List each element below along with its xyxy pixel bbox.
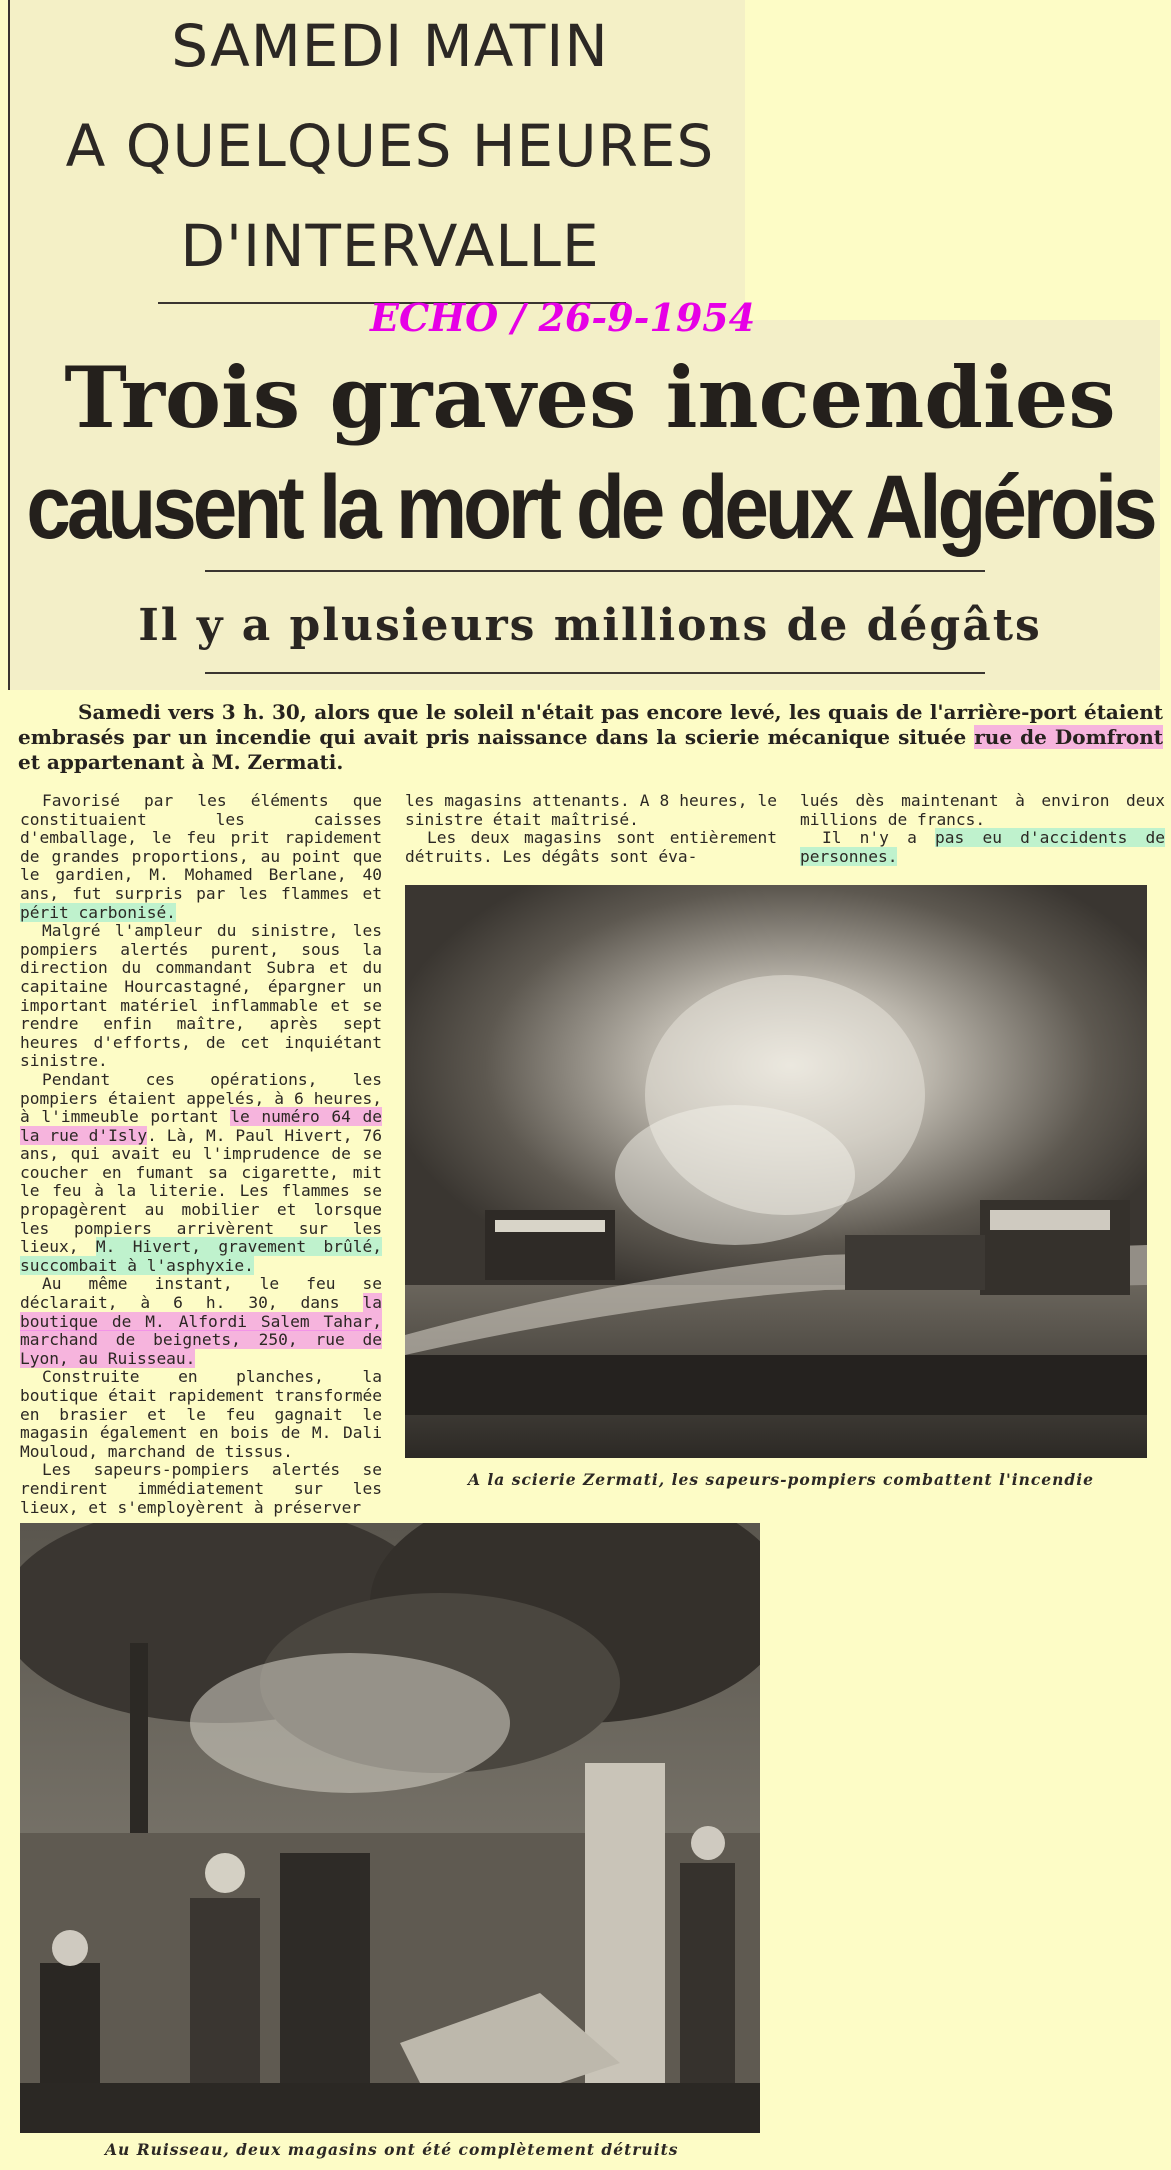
col1-p4-highlight: la boutique de M. Alfordi Salem Tahar, marchand de beignets, 250, rue de Lyon, au Ruisseau. — [20, 1293, 382, 1368]
col1-p3-highlight-victim: M. Hivert, gravement brûlé, succombait à l'asphyxie. — [20, 1237, 382, 1275]
col2-paragraph-2: Les deux magasins sont entièrement détruits. Les dégâts sont éva- — [405, 828, 777, 866]
article-column-1 — [20, 792, 382, 1517]
photo-sawmill-fire — [405, 885, 1147, 1458]
article-column-3 — [800, 792, 1165, 866]
sawmill-fire-image — [405, 885, 1147, 1458]
col3-paragraph-1: lués dès maintenant à environ deux millions de francs. — [800, 791, 1165, 829]
lead-text: Samedi vers 3 h. 30, alors que le soleil n'était pas encore levé, les quais de l'arrière-port étaient embrasés par un incendie qui avait pris naissance dans la scierie mécanique située — [18, 700, 1163, 749]
col3-p2-highlight: pas eu d'accidents de personnes. — [800, 828, 1165, 866]
col1-p3-text: Pendant ces opérations, les pompiers étaient appelés, à 6 heures, à l'immeuble portant — [20, 1069, 382, 1127]
col1-paragraph-1 — [20, 792, 382, 922]
photo-ruisseau-shops — [20, 1523, 760, 2133]
headline-rule — [205, 570, 985, 572]
col1-paragraph-2: Malgré l'ampleur du sinistre, les pompiers alertés purent, sous la direction du commandant Subra et du capitaine Hourcastagné, épargner un important matériel inflammable et se rendre enfin maître, après sept heures d'efforts, de cet inquiétant sinistre. — [20, 921, 382, 1071]
headline-line-1: Trois graves incendies — [64, 348, 1116, 447]
col1-paragraph-5: Construite en planches, la boutique était rapidement transformée en brasier et le feu gagnait le magasin également en bois de M. Dali Mouloud, marchand de tissus. — [20, 1367, 382, 1461]
subheadline: Il y a plusieurs millions de dégâts — [138, 600, 1042, 651]
col1-p3-highlight-address: le numéro 64 de la rue d'Isly — [20, 1107, 382, 1145]
col2-paragraph-1: les magasins attenants. A 8 heures, le sinistre était maîtrisé. — [405, 791, 777, 829]
col3-p2-text: Il n'y a — [822, 828, 936, 848]
photo-2-caption: Au Ruisseau, deux magasins ont été complètement détruits — [105, 2140, 679, 2159]
kicker-line-1: SAMEDI MATIN — [171, 12, 609, 80]
col1-p1-highlight: périt carbonisé. — [20, 902, 176, 922]
photo-1-caption: A la scierie Zermati, les sapeurs-pompiers combattent l'incendie — [468, 1470, 1095, 1489]
col1-paragraph-3 — [20, 1071, 382, 1276]
lead-highlight: rue de Domfront — [974, 725, 1163, 749]
subhead-rule — [205, 672, 985, 674]
col1-p3-text-2: . Là, M. Paul Hivert, 76 ans, qui avait eu l'imprudence de se coucher en fumant sa cigarette, mit le feu à la literie. Les flammes se propagèrent au mobilier et lorsque les pompiers arrivèrent sur les lieux, — [20, 1125, 382, 1257]
kicker-line-3: D'INTERVALLE — [180, 212, 600, 280]
headline-line-2: causent la mort de deux Algérois — [26, 457, 1154, 558]
lead-text-end: et appartenant à M. Zermati. — [18, 750, 344, 774]
ruisseau-shops-image — [20, 1523, 760, 2133]
col1-paragraph-6: Les sapeurs-pompiers alertés se rendirent immédiatement sur les lieux, et s'employèrent à préserver — [20, 1460, 382, 1517]
col1-p1-text: Favorisé par les éléments que constituaient les caisses d'emballage, le feu prit rapidement de grandes proportions, au point que le gardien, M. Mohamed Berlane, 40 ans, fut surpris par les flammes et — [20, 791, 382, 903]
col1-p4-text: Au même instant, le feu se déclarait, à 6 h. 30, dans — [20, 1274, 382, 1313]
article-column-2 — [405, 792, 777, 866]
kicker-line-2: A QUELQUES HEURES — [65, 112, 715, 180]
left-column-rule — [8, 0, 10, 690]
lead-paragraph — [18, 700, 1163, 775]
source-stamp: ECHO / 26-9-1954 — [370, 295, 756, 340]
col3-paragraph-2 — [800, 829, 1165, 866]
col1-paragraph-4 — [20, 1275, 382, 1368]
